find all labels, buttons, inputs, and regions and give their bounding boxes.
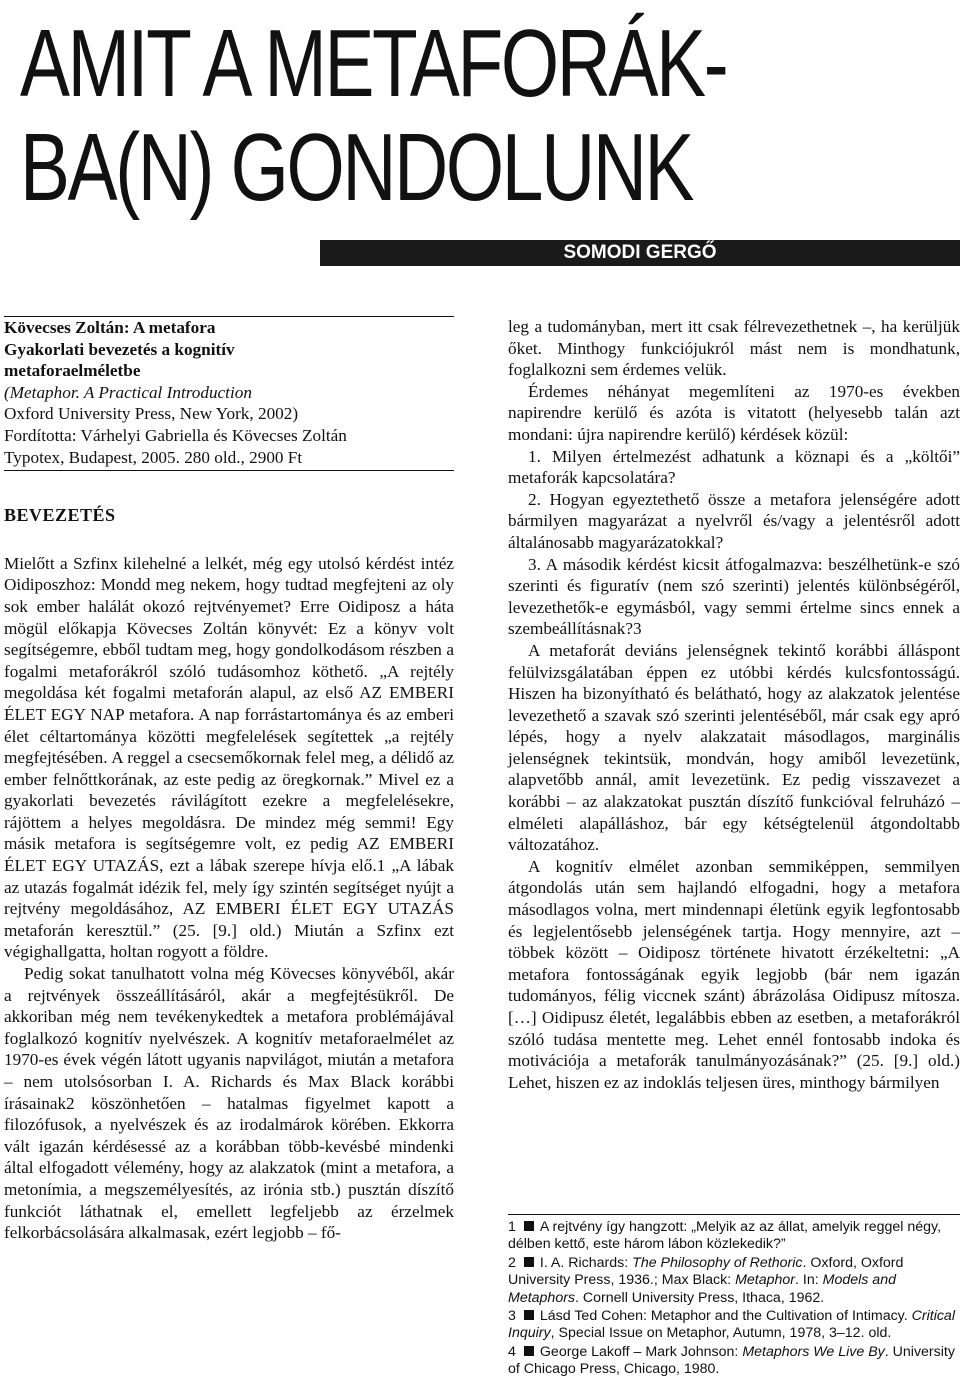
square-bullet-icon — [524, 1257, 534, 1267]
book-subtitle-line-2: metaforaelméletbe — [4, 361, 141, 381]
right-paragraph-6: A metaforát deviáns jelenségnek tekintő korábbi álláspont felülvizsgálatában éppen ez utóbbi kérdés kulcsfontosságú. Hiszen ha bizonyítható és belátható, hogy az alakzatok jelentése levezethető a szavak szó szerinti jelentéséből, már csak egy apró lépés, hogy a nyelv alakzatait másodlagos, marginális jelenségnek tekintsük, mondván, hogy amiből levezetünk, alapvetőbb annál, amit levezetünk. Ez pedig visszavezet a korábbi – az alakzatokat pusztán díszítő funkcióval felruházó – elméleti alapálláshoz, bár egy kétségtelenül átgondoltabb változatához. — [508, 640, 960, 855]
footnote-title: Metaphor — [735, 1272, 796, 1289]
left-paragraph-1: Mielőtt a Szfinx kilehelné a lelkét, még egy utolsó kérdést intéz Oidiposzhoz: Mondd meg nekem, hogy tudtad megfejteni az oly sok ember halálát okozó rejtvényemet? Erre Oidiposz a háta mögül előkapja Kövecses Zoltán könyvét: Ez a könyv volt segítségemre, ebből tudtam meg, hogy gondolkodásom részben a fogalmi metaforákról szóló tudásomhoz köthető. „A rejtély megoldása két fogalmi metaforán alapul, az első AZ EMBERI ÉLET EGY NAP metafora. A nap forrástartománya és az emberi élet céltartománya közötti megfelelések segítettek „a rejtély megfejtésében. A reggel a csecsemőkornak felel meg, a délidő az ember felnőttkorának, az este pedig az öregkornak.” Mivel ez a gyakorlati bevezetés rávilágított ezekre a megfelelésekre, rájöttem a helyes megoldásra. De mindez még semmi! Egy másik metafora is segítségemre volt, ez pedig AZ EMBERI ÉLET EGY UTAZÁS, ezt a lábak szerepe hívja elő.1 „A lábak az utazás fogalmát idézik fel, mely így szintén segítséget nyújt a rejtvény megoldásához, AZ EMBERI ÉLET EGY UTAZÁS metaforán keresztül.” (25. [9.] old.) Miután a Szfinx ezt végighallgatta, holtan rogyott a földre. — [4, 553, 454, 962]
footnote-text: . University of Chicago Press, Chicago, 1980. — [508, 1343, 955, 1378]
question-1: 1. Milyen értelmezést adhatunk a köznapi és a „költői” metaforák kapcsolatára? — [508, 446, 960, 488]
footnote-3 — [508, 1308, 960, 1343]
footnote-4 — [508, 1344, 960, 1379]
square-bullet-icon — [524, 1346, 534, 1356]
left-paragraph-2: Pedig sokat tanulhatott volna még Kövecses könyvéből, akár a rejtvények összeállításáról, akár a megfejtésükről. De akkoriban még nem tevékenykedtek a metafora problémájával foglalkozó kognitív nyelvészek. A kognitív metaforaelmélet az 1970-es évek végén látott ugyanis napvilágot, miután a metafora – nem utolsósorban I. A. Richards és Max Black korábbi írásainak2 köszönhetően – hatalmas figyelmet kapott a filozófusok, a nyelvészek és az irodalmárok körében. Ekkorra vált igazán kérdésessé az a korábban több-kevésbé mindenki által elfogadott vélemény, hogy az alakzatok (mint a metafora, a metonímia, a megszemélyesítés, az irónia stb.) pusztán díszítő funkciót láthatnak el, emellett legfeljebb az érzelmek felkorbácsolására alkalmasak, ezért legjobb – fő- — [4, 964, 454, 1243]
book-original-title: (Metaphor. A Practical Introduction — [4, 382, 252, 402]
square-bullet-icon — [524, 1310, 534, 1320]
footnote-number: 1 — [508, 1219, 516, 1235]
footnotes — [508, 1214, 960, 1380]
right-paragraph-1: leg a tudományban, mert itt csak félrevezethetnek –, ha kerüljük őket. Minthogy funkciójukról mást nem is mondhatunk, foglalkozni sem érdemes velük. — [508, 317, 960, 380]
footnote-text: I. A. Richards: — [539, 1254, 633, 1271]
book-translators: Fordította: Várhelyi Gabriella és Kövecses Zoltán — [4, 425, 347, 445]
right-paragraph-2: Érdemes néhányat megemlíteni az 1970-es években napirendre kerülő és azóta is vitatott (helyesebb talán azt mondani: újra napirendre kerülő) kérdések közül: — [508, 381, 960, 444]
footnote-text: . In: — [795, 1272, 823, 1289]
book-subtitle-line: Gyakorlati bevezetés a kognitív — [4, 339, 235, 359]
footnote-title: The Philosophy of Rethoric — [632, 1254, 803, 1271]
book-info — [4, 316, 454, 471]
footnote-number: 3 — [508, 1308, 516, 1325]
footnote-text: Lásd Ted Cohen: Metaphor and the Cultivation of Intimacy. — [539, 1308, 912, 1325]
footnote-text: , Special Issue on Metaphor, Autumn, 1978, 3–12. old. — [550, 1325, 892, 1342]
right-paragraph-7: A kognitív elmélet azonban semmiképpen, semmilyen átgondolás után sem hajlandó elfogadni, hogy a metafora másodlagos volna, mert mindennapi életünk egyik legfontosabb és legjelentősebb jelenségének tartja. Hogy mennyire, azt – többek között – Oidiposz története hivatott érzékeltetni: „A metafora fontosságának egyik legjobb (bár nem igazán tudományos, félig viccnek szánt) ábrázolása Oidipusz mítosza. […] Oidipusz életét, legalábbis ebben az esetben, a metaforákról szóló tudása mentette meg. Lehet ennél fontosabb indoka és motivációja a metaforák tanulmányozásának?” (25. [9.] old.) Lehet, hiszen ez az indoklás teljesen üres, minthogy bármilyen — [508, 856, 960, 1092]
footnote-number: 2 — [508, 1254, 516, 1271]
book-original-publisher: Oxford University Press, New York, 2002) — [4, 404, 299, 424]
title-line-1: AMIT A METAFORÁK- — [20, 10, 727, 117]
book-publisher-price: Typotex, Budapest, 2005. 280 old., 2900 Ft — [4, 447, 303, 467]
left-column — [4, 316, 454, 1244]
article-title — [20, 12, 745, 220]
footnote-title: Models and Metaphors — [508, 1272, 896, 1306]
book-title-line: Kövecses Zoltán: A metafora — [4, 318, 216, 337]
footnote-text: George Lakoff – Mark Johnson: — [539, 1343, 743, 1360]
footnote-text: . Oxford, Oxford University Press, 1936.; Max Black: — [508, 1254, 904, 1289]
section-heading: BEVEZETÉS — [4, 505, 116, 526]
square-bullet-icon — [524, 1221, 534, 1231]
footnote-title: Critical Inquiry — [508, 1308, 955, 1342]
right-column — [508, 316, 960, 1093]
footnote-number: 4 — [508, 1343, 516, 1360]
author-name: SOMODI GERGŐ — [563, 242, 717, 263]
footnote-1 — [508, 1219, 960, 1254]
footnote-text: A rejtvény így hangzott: „Melyik az az állat, amelyik reggel négy, délben kettő, este három lábon közlekedik?” — [508, 1219, 942, 1253]
question-2: 2. Hogyan egyeztethető össze a metafora jelenségére adott bármilyen magyarázat a nyelvről és/vagy a jelentésről adott általánosabb magyarázatokkal? — [508, 489, 960, 552]
footnote-2 — [508, 1255, 960, 1307]
footnote-text: . Cornell University Press, Ithaca, 1962. — [575, 1289, 825, 1306]
title-line-2: BA(N) GONDOLUNK — [20, 114, 693, 221]
author-bar — [320, 240, 960, 266]
footnote-title: Metaphors We Live By — [742, 1343, 885, 1360]
question-3: 3. A második kérdést kicsit átfogalmazva: beszélhetünk-e szó szerinti és figuratív (nem szó szerinti) jelentés különbségéről, levezethetők-e egymásból, vagy semmi értelme sincs ennek a szembeállításnak?3 — [508, 554, 960, 639]
